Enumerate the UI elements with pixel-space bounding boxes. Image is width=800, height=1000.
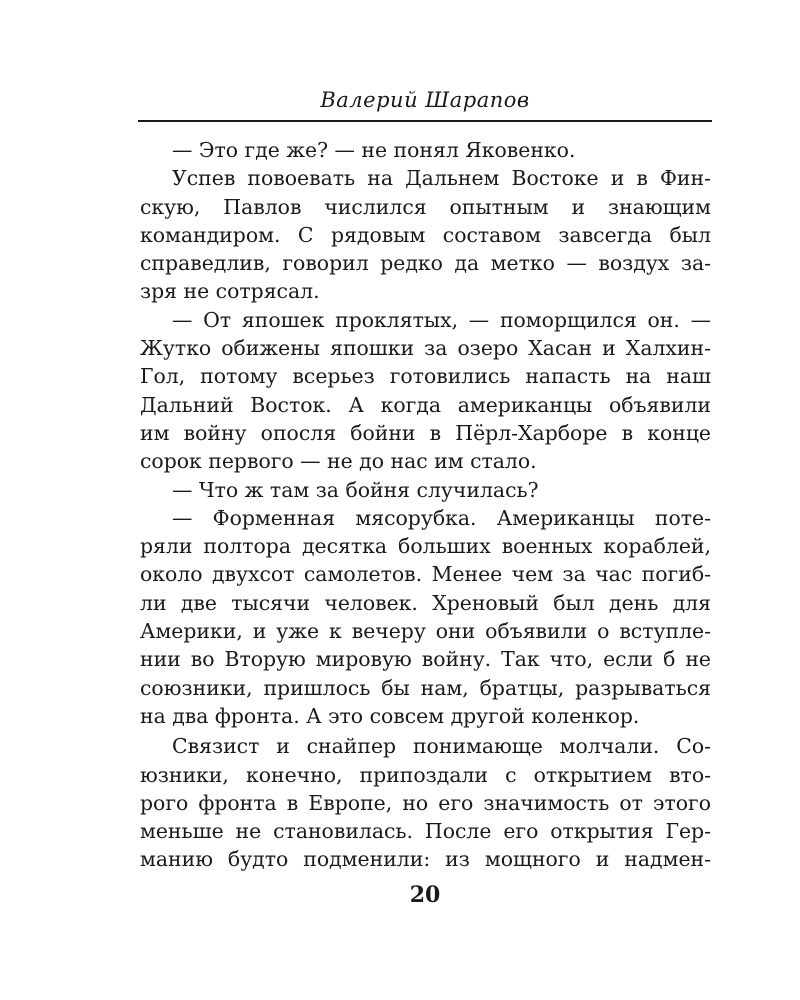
text-line-13: — Что ж там за бойня случилась? [172, 477, 539, 502]
text-line-9: Гол, потому всерьез готовились напасть на наш [140, 364, 711, 389]
text-line-21: на два фронта. А это совсем другой коленкор. [140, 703, 640, 728]
text-line-19: нии во Вторую мировую войну. Так что, если б не [140, 647, 711, 672]
text-line-18: Америки, и уже к вечеру они объявили о вступле- [140, 619, 711, 644]
body-text [140, 136, 711, 874]
text-line-20: союзники, пришлось бы нам, братцы, разрываться [140, 675, 711, 700]
text-line-22: Связист и снайпер понимающе молчали. Со- [172, 734, 711, 759]
page-number: 20 [409, 882, 441, 908]
header-rule [138, 120, 712, 122]
text-line-23: юзники, конечно, припоздали с открытием вто- [140, 762, 711, 787]
text-line-15: ряли полтора десятка больших военных кораблей, [140, 534, 711, 559]
text-line-17: ли две тысячи человек. Хреновый был день для [140, 590, 711, 615]
text-line-3: скую, Павлов числился опытным и знающим [140, 194, 711, 219]
text-line-10: Дальний Восток. А когда американцы объявили [140, 392, 711, 417]
text-line-5: справедлив, говорил редко да метко — воздух за- [140, 251, 711, 276]
text-line-4: командиром. С рядовым составом завсегда был [140, 222, 711, 247]
text-line-1: — Это где же? — не понял Яковенко. [172, 138, 576, 162]
text-line-16: около двухсот самолетов. Менее чем за час погиб- [140, 562, 711, 587]
text-line-2: Успев повоевать на Дальнем Востоке и в Фин- [172, 166, 711, 191]
text-line-26: манию будто подменили: из мощного и надмен- [140, 847, 711, 872]
text-line-25: меньше не становилась. После его открытия Гер- [140, 819, 711, 844]
text-line-6: зря не сотрясал. [140, 279, 320, 304]
text-line-7: — От япошек проклятых, — поморщился он. — [172, 307, 711, 332]
text-line-12: сорок первого — не до нас им стало. [140, 449, 537, 474]
running-head-author: Валерий Шарапов [320, 88, 530, 112]
text-line-11: им войну опосля бойни в Пёрл-Харборе в конце [140, 420, 711, 445]
text-line-14: — Форменная мясорубка. Американцы поте- [172, 505, 711, 530]
text-line-8: Жутко обижены япошки за озеро Хасан и Халхин- [140, 336, 711, 361]
text-line-24: рого фронта в Европе, но его значимость от этого [140, 790, 711, 815]
